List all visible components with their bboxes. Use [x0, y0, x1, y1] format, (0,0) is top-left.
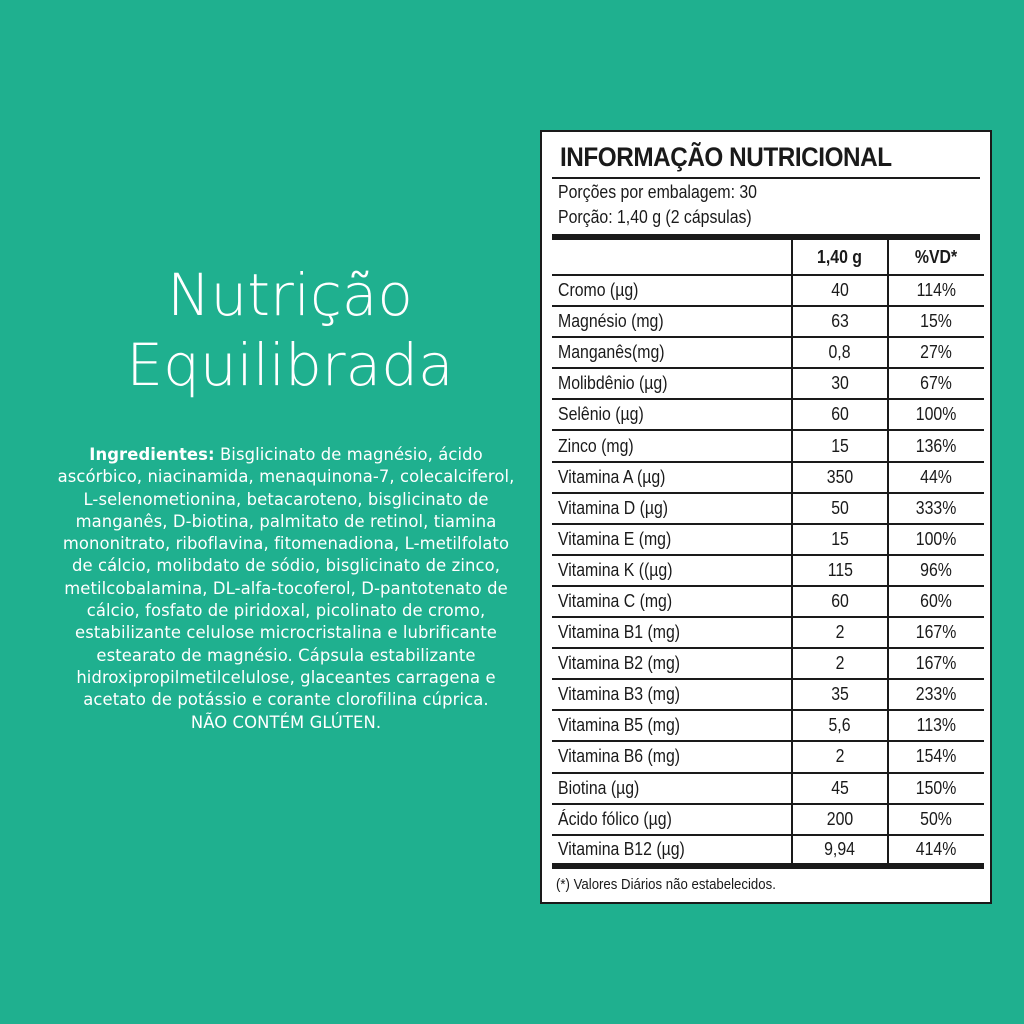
nutrient-amount: 40: [792, 275, 888, 306]
nutrient-vd: 414%: [888, 835, 984, 866]
nutrient-amount: 45: [792, 773, 888, 804]
nutrient-vd: 100%: [888, 524, 984, 555]
page-title: [60, 260, 520, 400]
nutrient-name: Vitamina B1 (mg): [552, 617, 792, 648]
nutrient-vd: 27%: [888, 337, 984, 368]
nutrient-vd: 100%: [888, 399, 984, 430]
nutrient-vd: 333%: [888, 493, 984, 524]
table-row: [552, 430, 984, 461]
table-row: [552, 710, 984, 741]
nutrient-vd: 136%: [888, 430, 984, 461]
nutrient-name: Vitamina C (mg): [552, 586, 792, 617]
nutrient-amount: 2: [792, 741, 888, 772]
nutrient-vd: 167%: [888, 648, 984, 679]
nutrient-amount: 60: [792, 586, 888, 617]
nutrient-name: Vitamina A (µg): [552, 462, 792, 493]
nutrient-name: Magnésio (mg): [552, 306, 792, 337]
nutrient-amount: 30: [792, 368, 888, 399]
nutrient-amount: 15: [792, 524, 888, 555]
nutrient-vd: 154%: [888, 741, 984, 772]
nutrient-vd: 15%: [888, 306, 984, 337]
nutrient-vd: 114%: [888, 275, 984, 306]
nutrient-name: Vitamina E (mg): [552, 524, 792, 555]
table-row: [552, 835, 984, 866]
table-row: [552, 741, 984, 772]
nutrient-amount: 50: [792, 493, 888, 524]
header-vd: %VD*: [888, 240, 984, 275]
nutrient-name: Cromo (µg): [552, 275, 792, 306]
nutrient-name: Vitamina B5 (mg): [552, 710, 792, 741]
table-row: [552, 524, 984, 555]
nutrient-name: Vitamina B6 (mg): [552, 741, 792, 772]
ingredients-text: [50, 444, 522, 734]
nutrient-name: Zinco (mg): [552, 430, 792, 461]
nutrient-vd: 150%: [888, 773, 984, 804]
table-header-row: [552, 240, 984, 275]
nutrient-name: Ácido fólico (µg): [552, 804, 792, 835]
table-row: [552, 337, 984, 368]
table-row: [552, 648, 984, 679]
table-row: [552, 399, 984, 430]
nutrient-amount: 2: [792, 617, 888, 648]
nutrient-vd: 50%: [888, 804, 984, 835]
nutrient-amount: 63: [792, 306, 888, 337]
nutrient-amount: 9,94: [792, 835, 888, 866]
header-nutrient: [552, 240, 792, 275]
nutrition-table-body: [552, 275, 984, 866]
nutrient-amount: 35: [792, 679, 888, 710]
nutrient-name: Vitamina B3 (mg): [552, 679, 792, 710]
header-amount: 1,40 g: [792, 240, 888, 275]
nutrient-vd: 233%: [888, 679, 984, 710]
nutrient-vd: 167%: [888, 617, 984, 648]
nutrient-name: Selênio (µg): [552, 399, 792, 430]
table-row: [552, 306, 984, 337]
nutrient-amount: 115: [792, 555, 888, 586]
table-row: [552, 586, 984, 617]
nutrient-name: Vitamina K ((µg): [552, 555, 792, 586]
serving-size: Porção: 1,40 g (2 cápsulas): [558, 207, 752, 227]
nutrient-amount: 15: [792, 430, 888, 461]
table-row: [552, 462, 984, 493]
footnote: (*) Valores Diários não estabelecidos.: [556, 876, 776, 893]
table-row: [552, 493, 984, 524]
servings-per-package: Porções por embalagem: 30: [558, 182, 757, 202]
ingredients-list: Bisglicinato de magnésio, ácido ascórbico, niacinamida, menaquinona-7, colecalciferol, L-selenometionina, betacaroteno, bisglicinato de manganês, D-biotina, palmitato de retinol, tiamina mononitrato, riboflavina, fitomenadiona, L-metilfolato de cálcio, molibdato de sódio, bisglicinato de zinco, metilcobalamina, DL-alfa-tocoferol, D-pantotenato de cálcio, fosfato de piridoxal, picolinato de cromo, estabilizante celulose microcristalina e lubrificante estearato de magnésio. Cápsula estabilizante hidroxipropilmetilcelulose, glaceantes carragena e acetato de potássio e corante clorofilina cúprica.: [57, 445, 515, 710]
nutrient-name: Molibdênio (µg): [552, 368, 792, 399]
nutrient-vd: 44%: [888, 462, 984, 493]
table-row: [552, 555, 984, 586]
nutrient-amount: 0,8: [792, 337, 888, 368]
nutrient-name: Vitamina B2 (mg): [552, 648, 792, 679]
gluten-statement: NÃO CONTÉM GLÚTEN.: [190, 712, 382, 732]
table-row: [552, 804, 984, 835]
nutrient-vd: 67%: [888, 368, 984, 399]
table-row: [552, 617, 984, 648]
table-row: [552, 368, 984, 399]
nutrition-title: INFORMAÇÃO NUTRICIONAL: [560, 142, 892, 172]
table-row: [552, 275, 984, 306]
nutrient-amount: 200: [792, 804, 888, 835]
title-line-2: Equilibrada: [126, 331, 454, 399]
table-row: [552, 679, 984, 710]
nutrient-name: Biotina (µg): [552, 773, 792, 804]
title-line-1: Nutrição: [167, 261, 413, 329]
nutrient-vd: 96%: [888, 555, 984, 586]
nutrient-vd: 113%: [888, 710, 984, 741]
divider: [552, 177, 980, 179]
table-row: [552, 773, 984, 804]
nutrient-name: Vitamina D (µg): [552, 493, 792, 524]
nutrient-name: Manganês(mg): [552, 337, 792, 368]
nutrient-amount: 5,6: [792, 710, 888, 741]
nutrient-amount: 350: [792, 462, 888, 493]
nutrient-amount: 60: [792, 399, 888, 430]
nutrition-facts-panel: [540, 130, 992, 904]
ingredients-label: Ingredientes:: [89, 445, 215, 464]
nutrient-vd: 60%: [888, 586, 984, 617]
nutrient-amount: 2: [792, 648, 888, 679]
nutrient-name: Vitamina B12 (µg): [552, 835, 792, 866]
nutrition-table: [552, 240, 984, 869]
